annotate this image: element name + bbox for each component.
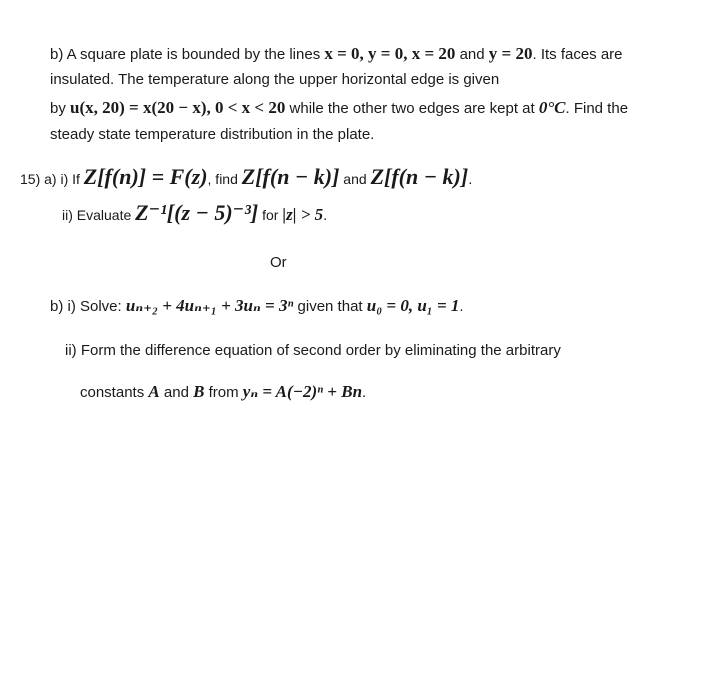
q15a-ii-expr: Z⁻¹[(z − 5)⁻³] <box>135 200 259 225</box>
q14b-line1-text: b) A square plate is bounded by the lines <box>50 46 325 63</box>
q15a-label: 15) a) i) If <box>20 171 84 187</box>
q15b-i-cond: u₀ = 0, u₁ = 1 <box>366 296 460 315</box>
q15b-iii-eq: yₙ = A(−2)ⁿ + Bn <box>242 382 363 401</box>
q14b-line1-math2: y = 20 <box>488 44 533 63</box>
q15b-i-given: given that <box>293 298 367 315</box>
or-divider: Or <box>270 254 287 271</box>
q15b-iii-pre: constants <box>80 384 149 401</box>
q14b-line3-mid: while the other two edges are kept at <box>285 100 539 117</box>
q15a-line2 <box>62 200 327 226</box>
q15a-ii-period: . <box>323 207 328 224</box>
q15b-i-eq: uₙ₊₂ + 4uₙ₊₁ + 3uₙ = 3ⁿ <box>125 296 294 315</box>
q14b-line3-by: by <box>50 100 71 117</box>
q14b-line1-and: and <box>455 46 489 63</box>
q15b-iii-A: A <box>148 382 160 401</box>
q15b-line1 <box>50 296 464 316</box>
q15a-line1 <box>20 164 472 190</box>
q15a-ii-for: for <box>258 207 283 223</box>
q15b-iii-and: and <box>159 384 194 401</box>
q14b-line1-math: x = 0, y = 0, x = 20 <box>324 44 456 63</box>
q14b-line2: insulated. The temperature along the upper horizontal edge is given <box>50 71 500 88</box>
q15b-i-label: b) i) Solve: <box>50 298 126 315</box>
q15a-eq1: Z[f(n)] = F(z) <box>83 164 208 189</box>
q14b-line3-temp: 0°C <box>538 98 566 117</box>
q15a-ii-cond: |z| > 5 <box>282 205 324 224</box>
q14b-line1-tail: . Its faces are <box>532 46 623 63</box>
q14b-line3-tail: . Find the <box>565 100 629 117</box>
q15b-line3 <box>80 382 366 402</box>
q15b-line2: ii) Form the difference equation of second order by eliminating the arbitrary <box>65 342 561 359</box>
q15a-eq3: Z[f(n − k)] <box>370 164 469 189</box>
q15a-eq2: Z[f(n − k)] <box>241 164 340 189</box>
q14b-line3-math: u(x, 20) = x(20 − x), 0 < x < 20 <box>70 98 286 117</box>
q15b-iii-from: from <box>204 384 243 401</box>
q15a-find: , find <box>207 171 242 187</box>
q15b-i-period: . <box>459 298 464 315</box>
q14b-line1 <box>50 44 623 64</box>
q14b-line3 <box>50 98 628 118</box>
q15a-and: and <box>339 171 371 187</box>
q15b-iii-B: B <box>193 382 205 401</box>
q14b-line4: steady state temperature distribution in the plate. <box>50 126 375 143</box>
q15a-period: . <box>468 171 473 188</box>
q15b-iii-period: . <box>362 384 367 401</box>
q15a-ii-label: ii) Evaluate <box>62 207 136 223</box>
